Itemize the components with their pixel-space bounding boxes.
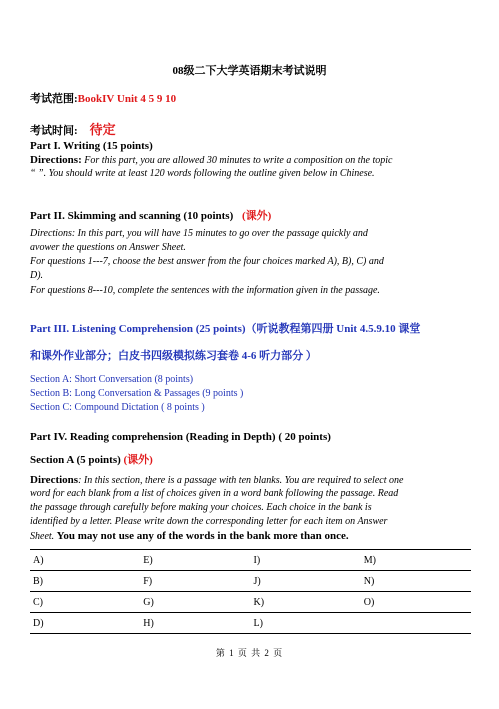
part3-heading bbox=[30, 320, 420, 336]
part4-directions-line2: word for each blank from a list of choices given in a word bank following the passage. Read bbox=[30, 488, 399, 499]
part1-directions-label: Directions: bbox=[30, 154, 82, 166]
part4-section-a bbox=[30, 451, 153, 467]
document-title: 08级二下大学英语期末考试说明 bbox=[172, 65, 327, 77]
word-bank-row bbox=[30, 613, 471, 634]
word-bank-cell: I) bbox=[251, 550, 361, 571]
part4-directions-last-bold: You may not use any of the words in the bank more than once. bbox=[56, 530, 349, 542]
part4-directions-line3: the passage through carefully before making your choices. Each choice in the bank is bbox=[30, 502, 372, 513]
word-bank-cell: J) bbox=[251, 571, 361, 592]
part2-heading-text: Part II. Skimming and scanning (10 points) bbox=[30, 210, 234, 222]
part4-directions-label: Directions bbox=[30, 474, 79, 486]
part3-note2: 和课外作业部分；白皮书四级模拟练习套卷 4-6 听力部分 ） bbox=[30, 350, 317, 362]
word-bank-cell: D) bbox=[30, 613, 140, 634]
word-bank-cell: N) bbox=[361, 571, 471, 592]
part4-section-a-text: Section A (5 points) bbox=[30, 454, 121, 466]
part3-note1: （听说教程第四册 Unit 4.5.9.10 课堂 bbox=[245, 323, 421, 335]
part4-heading: Part IV. Reading comprehension (Reading in Depth) ( 20 points) bbox=[30, 431, 331, 443]
word-bank-cell: K) bbox=[251, 592, 361, 613]
part3-section-c: Section C: Compound Dictation ( 8 points ) bbox=[30, 402, 205, 413]
part4-directions-last-italic: Sheet. bbox=[30, 531, 57, 542]
part3-heading-text: Part III. Listening Comprehension (25 points) bbox=[30, 323, 246, 335]
exam-scope-value: BookIV Unit 4 5 9 10 bbox=[77, 93, 177, 105]
part2-line3: For questions 1---7, choose the best answer from the four choices marked A), B), C) and bbox=[30, 256, 384, 267]
exam-scope-label: 考试范围: bbox=[30, 93, 78, 105]
word-bank-row bbox=[30, 592, 471, 613]
part1-heading: Part I. Writing (15 points) bbox=[30, 140, 153, 152]
word-bank-cell: H) bbox=[140, 613, 250, 634]
exam-scope bbox=[30, 90, 176, 106]
part2-line1: Directions: In this part, you will have 15 minutes to go over the passage quickly and bbox=[30, 228, 368, 239]
part2-line5: For questions 8---10, complete the sentences with the information given in the passage. bbox=[30, 285, 380, 296]
part2-line2: avower the questions on Answer Sheet. bbox=[30, 242, 186, 253]
part4-directions-line1 bbox=[30, 474, 403, 486]
word-bank-cell bbox=[361, 613, 471, 634]
part4-directions-line5 bbox=[30, 530, 349, 542]
word-bank-table bbox=[30, 549, 471, 634]
word-bank-cell: F) bbox=[140, 571, 250, 592]
word-bank-cell: M) bbox=[361, 550, 471, 571]
exam-time-value: 待定 bbox=[89, 122, 116, 137]
word-bank-row bbox=[30, 571, 471, 592]
part2-tag: (课外) bbox=[242, 210, 272, 222]
part3-section-a: Section A: Short Conversation (8 points) bbox=[30, 374, 194, 385]
exam-time bbox=[30, 119, 116, 139]
word-bank-cell: A) bbox=[30, 550, 140, 571]
exam-time-label: 考试时间: bbox=[30, 125, 78, 137]
word-bank-cell: O) bbox=[361, 592, 471, 613]
part4-directions-text1: : In this section, there is a passage with ten blanks. You are required to select one bbox=[78, 475, 404, 486]
part1-directions-line1 bbox=[30, 154, 392, 166]
word-bank-cell: L) bbox=[251, 613, 361, 634]
part2-heading bbox=[30, 207, 271, 223]
word-bank-cell: B) bbox=[30, 571, 140, 592]
word-bank-cell: E) bbox=[140, 550, 250, 571]
part1-directions-text: For this part, you are allowed 30 minutes to write a composition on the topic bbox=[81, 155, 393, 166]
page-footer: 第 1 页 共 2 页 bbox=[215, 648, 284, 658]
part4-directions-line4: identified by a letter. Please write down the corresponding letter for each item on Answer bbox=[30, 516, 388, 527]
word-bank-cell: G) bbox=[140, 592, 250, 613]
part3-section-b: Section B: Long Conversation & Passages (9 points ) bbox=[30, 388, 244, 399]
word-bank-row bbox=[30, 550, 471, 571]
part4-section-a-tag: (课外) bbox=[123, 454, 153, 466]
part1-directions-line2: “ ”. You should write at least 120 words following the outline given below in Chinese. bbox=[30, 168, 375, 179]
part2-line4: D). bbox=[30, 270, 44, 281]
word-bank-cell: C) bbox=[30, 592, 140, 613]
